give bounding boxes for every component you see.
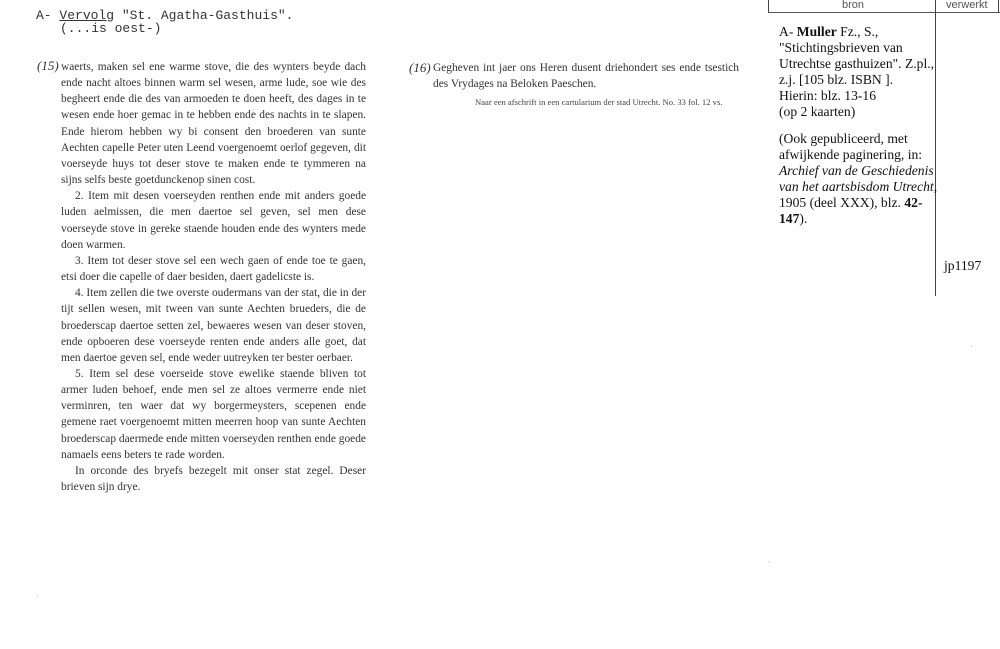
- header-prefix: A-: [36, 8, 52, 23]
- scan-speck: ·: [970, 342, 973, 351]
- bron-author: Muller: [796, 24, 837, 39]
- table-divider-right: [998, 0, 999, 13]
- paragraph: waerts, maken sel ene warme stove, die des wynters beyde dach ende nacht altoes binnen warm sel wesen, arme lude, soe wie des begheert ende die des van armoeden te doen heeft, des dages in te wesen ende hoer gemac in te hebben ende des nachts in te slapen. Ende hierom hebben wy bi consent den broederen van sunte Aechten capelle Peter uten Leend voergenoemt oerlof gegeven, dit voerseyde huys tot deser stove te maken ende te tymmeren na sijns selfs beste goetdunckenop sinen cost.: [61, 61, 366, 187]
- table-top-rule: [768, 12, 1000, 13]
- bron-title: "Stichtingsbrieven van Utrechtse gasthuizen".: [779, 40, 903, 72]
- scan-speck: ·: [36, 592, 39, 601]
- bron-place: Z.pl., z.j. [105 blz. ISBN ].: [779, 56, 935, 88]
- header-underlined: Vervolg: [59, 8, 115, 23]
- also-title: Archief van de Geschiedenis van het aartsbisdom Utrecht: [779, 162, 934, 194]
- bron-cell: [779, 24, 939, 227]
- paragraph: 5. Item sel dese voerseide stove ewelike staende bliven tot armer luden behoef, ende men sel ze altoes vermerre ende niet verminren, ten waer dat wy borgermeysters, scepenen ende gemene raet voergenoemt mitten meerren hoop van sunte Aechten broederscap daermede ende mitten voerseyden renthen ende goede namaels eens beters te rade worden.: [61, 367, 366, 461]
- closing-text: Gegheven int jaer ons Heren dusent driehondert ses ende tsestich des Vrydages na Beloken Paeschen.: [433, 62, 739, 90]
- paragraph: 3. Item tot deser stove sel een wech gaen of ende toe te gaen, etsi doer die capelle of daer besiden, daert gadelicste is.: [61, 254, 366, 284]
- margin-number-middle: (16): [409, 60, 431, 75]
- table-divider-left: [768, 0, 769, 13]
- column-header-verwerkt: verwerkt: [946, 0, 988, 11]
- paragraph: In orconde des bryefs bezegelt mit onser stat zegel. Deser brieven sijn drye.: [61, 464, 366, 494]
- bron-maps: (op 2 kaarten): [779, 104, 856, 120]
- paragraph: 2. Item mit desen voerseyden renthen ende mit anders goede luden aelmissen, die men daertoe sel geven, sel men dese voerseyde stove in gereke staende houden ende des wynters mede doen warmen.: [61, 190, 366, 251]
- scan-speck: ·: [768, 558, 771, 567]
- source-note: Naar een afschrift in een cartularium der stad Utrecht. No. 33 fol. 12 vs.: [475, 97, 723, 107]
- header-title: "St. Agatha-Gasthuis".: [121, 8, 294, 23]
- verwerkt-ref: jp1197: [944, 258, 982, 273]
- column-header-bron: bron: [842, 0, 865, 11]
- bron-citation: A- Muller Fz., S., "Stichtingsbrieven van Utrechtse gasthuizen". Z.pl., z.j. [105 blz. ISBN ].: [779, 24, 935, 88]
- also-pages: 42-147: [779, 194, 923, 227]
- bron-pages: Hierin: blz. 13-16: [779, 88, 877, 104]
- paragraph: 4. Item zellen die twe overste oudermans van der stat, die in der tijt sellen wesen, mit tween van sunte Aechten brueders, die de broederscap daertoe setten zel, bewaeres wesen van deser stoven, ende opboeren dese voerseyde renten ende anders alle goet, dat men daertoe geven sel, ende weder uutreyken ter bester oerbaer.: [61, 287, 366, 364]
- header-continuation: (...is oest-): [60, 21, 162, 36]
- margin-number-left: (15): [37, 58, 59, 73]
- middle-text-column: [433, 60, 739, 108]
- left-text-column: [61, 59, 366, 495]
- also-published: (Ook gepubliceerd, met afwijkende paginering, in: Archief van de Geschiedenis van het aartsbisdom Utrecht, 1905 (deel XXX), blz. 42-147).: [779, 130, 938, 227]
